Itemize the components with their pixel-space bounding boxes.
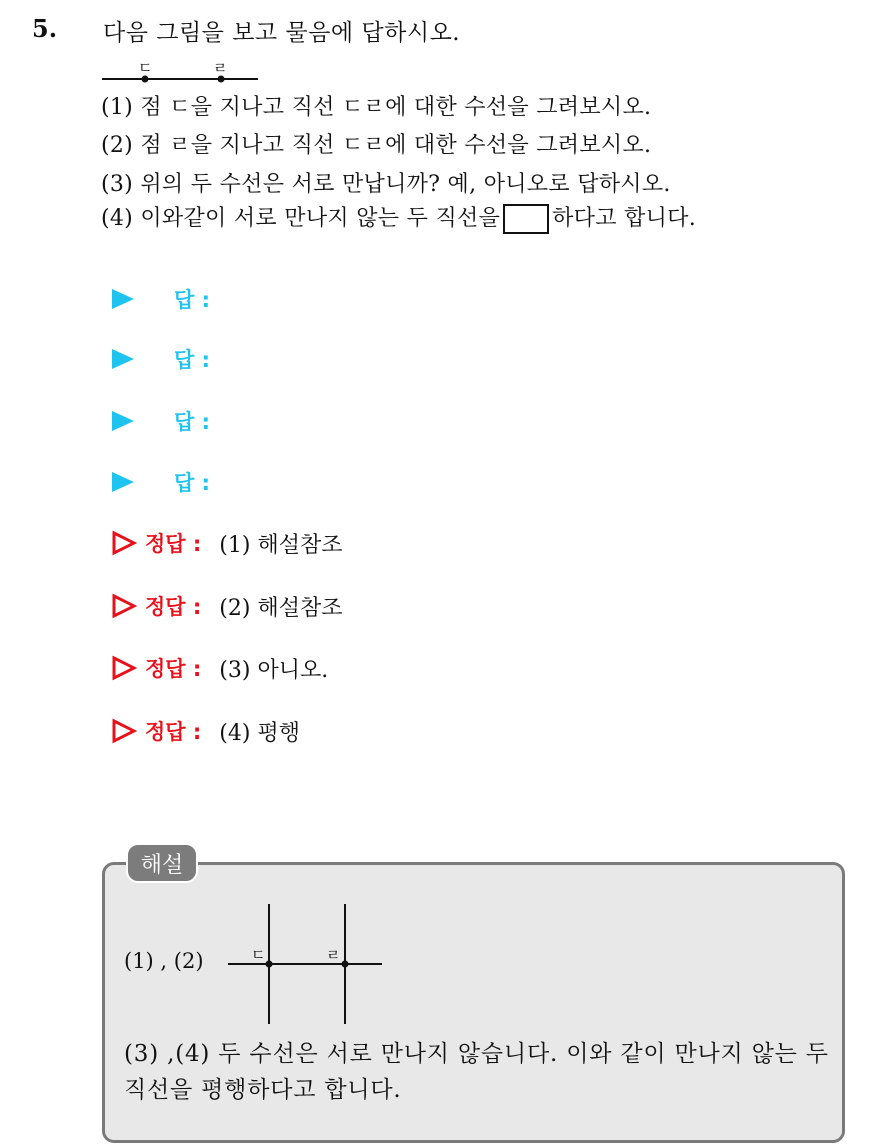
sub-question-number: (1): [101, 95, 134, 120]
sub-question-3: [101, 167, 671, 198]
point-label-r: ㄹ: [213, 59, 228, 77]
sub-question-number: (3): [101, 172, 134, 197]
answer-row-3[interactable]: [112, 406, 210, 436]
sub-question-text: 점 ㄷ을 지나고 직선 ㄷㄹ에 대한 수선을 그려보시오.: [140, 95, 652, 120]
sub-question-1: [101, 90, 651, 121]
sub-question-text: 점 ㄹ을 지나고 직선 ㄷㄹ에 대한 수선을 그려보시오.: [140, 133, 652, 158]
answer-key-text: (4) 평행: [219, 720, 300, 746]
answer-key-text: (1) 해설참조: [219, 532, 343, 558]
answer-label: 답 :: [174, 288, 210, 312]
answer-key-text: (3) 아니오.: [219, 657, 329, 683]
point-label-d: ㄷ: [138, 59, 153, 77]
answer-label: 답 :: [174, 410, 210, 434]
answer-row-4[interactable]: [112, 467, 210, 497]
outline-triangle-right-icon: [111, 718, 137, 744]
sub-question-4: [101, 201, 696, 234]
answer-key-row-1: [111, 526, 342, 560]
answer-row-2[interactable]: [112, 344, 210, 374]
answer-key-row-4: [111, 714, 300, 748]
answer-key-label: 정답 :: [145, 720, 202, 744]
segment-figure: [100, 58, 270, 88]
answer-key-label: 정답 :: [145, 595, 202, 619]
outline-triangle-right-icon: [111, 593, 137, 619]
answer-label: 답 :: [174, 471, 210, 495]
filled-triangle-right-icon: [112, 411, 134, 431]
point-label-r: ㄹ: [326, 946, 341, 964]
explanation-tab: 해설: [126, 843, 198, 883]
filled-triangle-right-icon: [112, 289, 134, 309]
question-prompt: 다음 그림을 보고 물음에 답하시오.: [103, 20, 461, 46]
sub-question-text: 위의 두 수선은 서로 만납니까? 예, 아니오로 답하시오.: [140, 172, 671, 197]
outline-triangle-right-icon: [111, 655, 137, 681]
answer-key-row-3: [111, 651, 328, 685]
answer-row-1[interactable]: [112, 284, 210, 314]
sub-question-number: (4): [101, 206, 134, 231]
sub-question-2: [101, 128, 651, 159]
answer-label: 답 :: [174, 348, 210, 372]
outline-triangle-right-icon: [111, 530, 137, 556]
perpendicular-lines-figure: [120, 900, 390, 1030]
filled-triangle-right-icon: [112, 349, 134, 369]
answer-key-label: 정답 :: [145, 532, 202, 556]
sub-question-text-before: 이와같이 서로 만나지 않는 두 직선을: [140, 206, 501, 231]
answer-key-label: 정답 :: [145, 657, 202, 681]
answer-blank-box[interactable]: [503, 204, 549, 234]
answer-key-text: (2) 해설참조: [219, 595, 343, 621]
explanation-figure-caption: (1) , (2): [124, 949, 204, 973]
sub-question-number: (2): [101, 133, 134, 158]
point-label-d: ㄷ: [251, 946, 266, 964]
answer-key-row-2: [111, 589, 342, 623]
question-number: 5.: [32, 14, 58, 43]
filled-triangle-right-icon: [112, 472, 134, 492]
explanation-text: (3) ,(4) 두 수선은 서로 만나지 않습니다. 이와 같이 만나지 않는 두 직선을 평행하다고 합니다.: [124, 1041, 829, 1103]
sub-question-text-after: 하다고 합니다.: [552, 206, 697, 231]
